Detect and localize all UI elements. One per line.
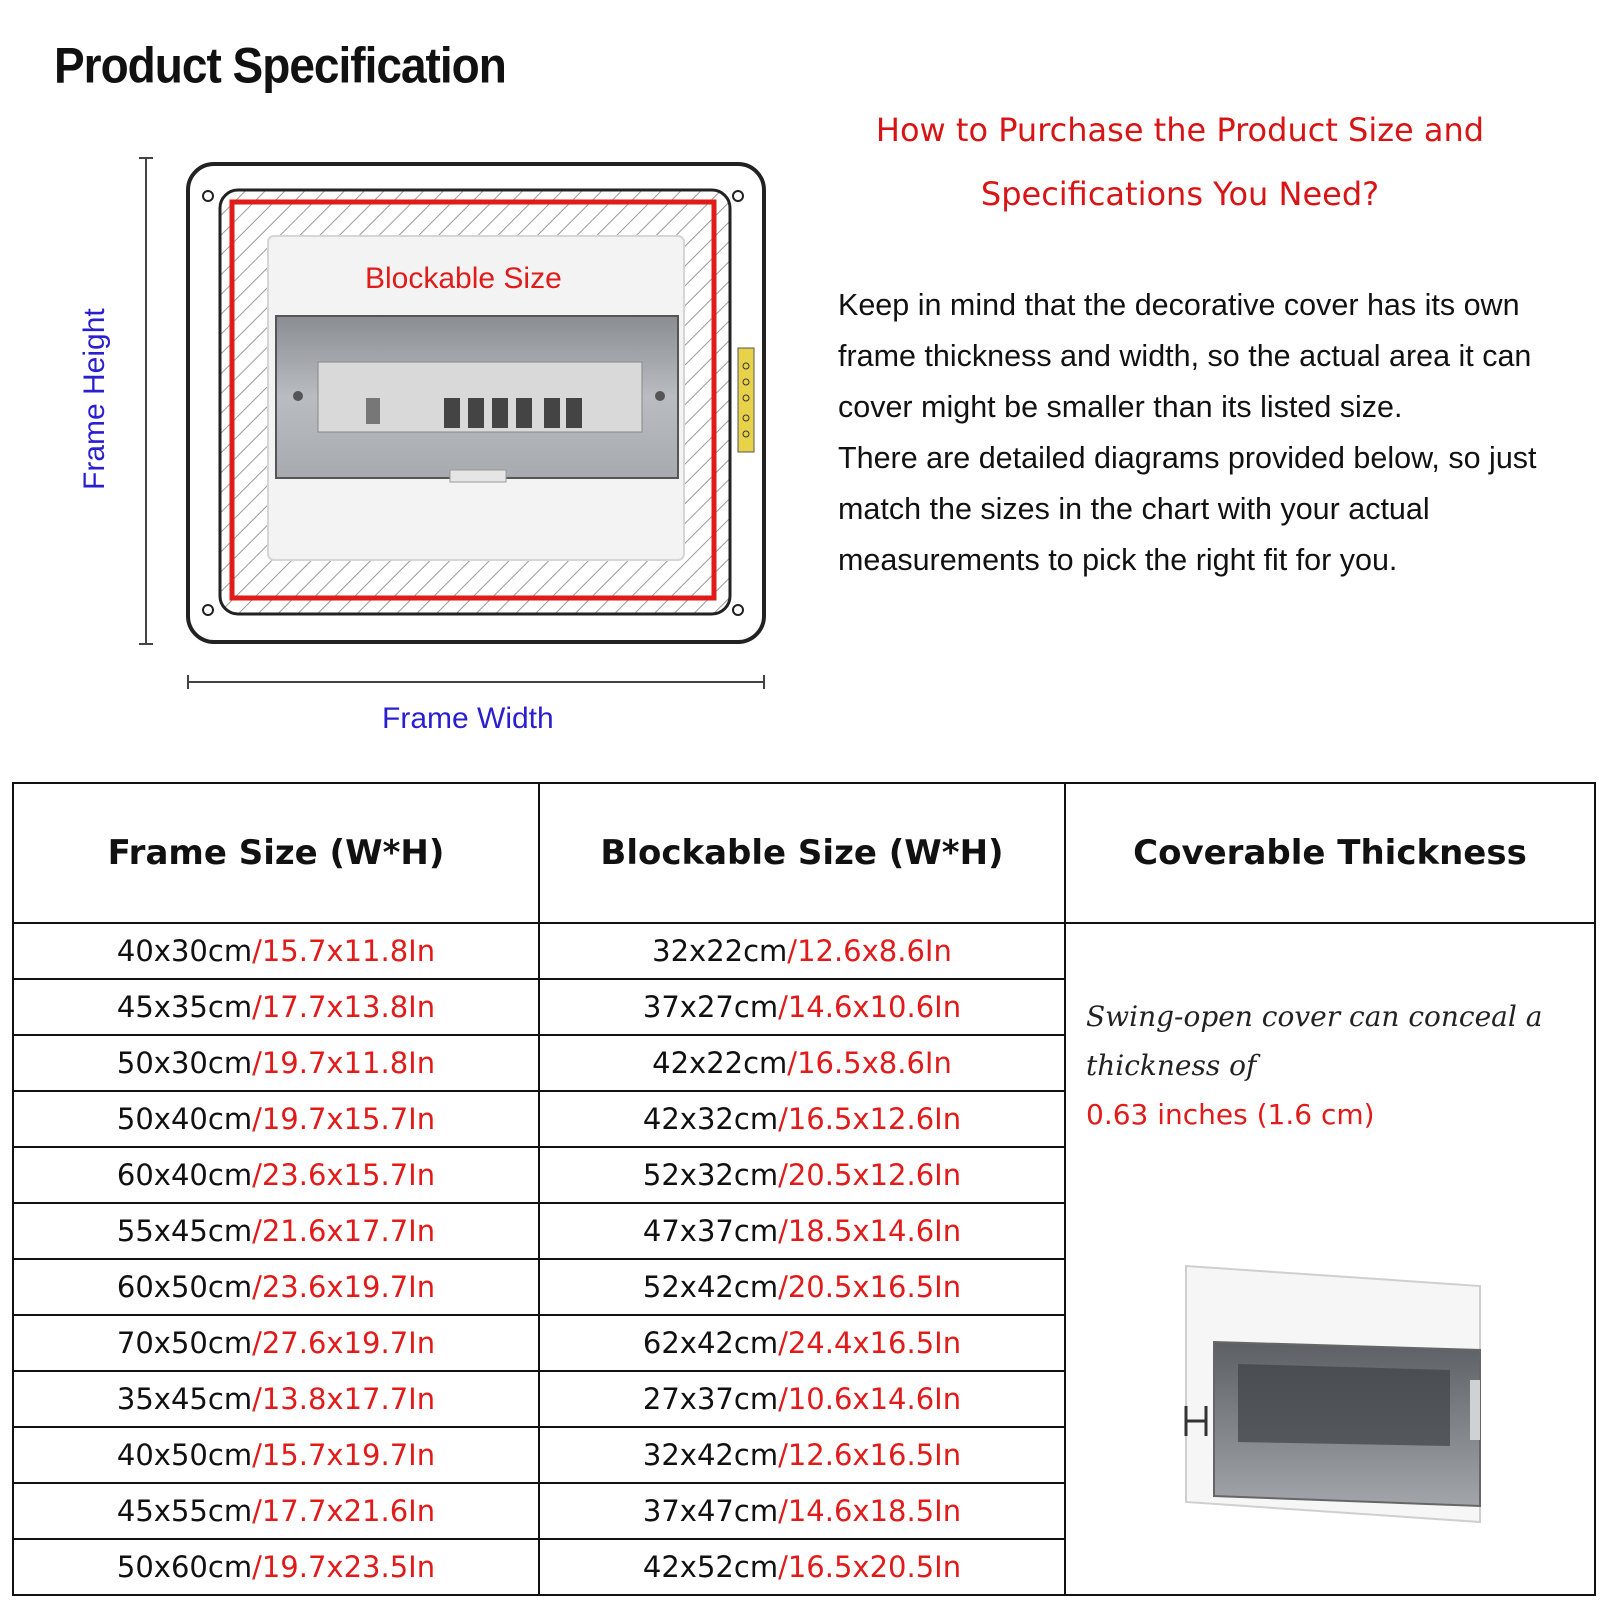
blockable-size-cell bbox=[539, 1091, 1065, 1147]
frame-diagram bbox=[60, 140, 780, 700]
purchase-guide-title-line1: How to Purchase the Product Size and bbox=[875, 111, 1485, 149]
blockable-size-cell bbox=[539, 1203, 1065, 1259]
description bbox=[838, 280, 1558, 586]
thickness-value: 0.63 inches (1.6 cm) bbox=[1086, 1098, 1375, 1131]
description-paragraph-2: There are detailed diagrams provided below, so just match the sizes in the chart with your actual measurements to pick the right fit for you. bbox=[838, 441, 1537, 577]
frame-size-cell bbox=[13, 1203, 539, 1259]
blockable-size-cell-cm: 37x27cm bbox=[642, 990, 779, 1024]
blockable-size-cell-inches: /16.5x12.6In bbox=[778, 1102, 962, 1136]
blockable-size-cell-inches: /14.6x18.5In bbox=[778, 1494, 962, 1528]
frame-size-cell-inches: /17.7x13.8In bbox=[252, 990, 436, 1024]
blockable-size-cell-inches: /12.6x8.6In bbox=[787, 934, 952, 968]
blockable-size-cell bbox=[539, 923, 1065, 979]
blockable-size-cell-inches: /12.6x16.5In bbox=[778, 1438, 962, 1472]
frame-size-cell bbox=[13, 1427, 539, 1483]
frame-size-cell-cm: 50x40cm bbox=[116, 1102, 253, 1136]
blockable-size-cell-cm: 32x22cm bbox=[652, 934, 788, 968]
blockable-size-cell-cm: 62x42cm bbox=[642, 1326, 779, 1360]
frame-size-cell bbox=[13, 1259, 539, 1315]
frame-size-cell-cm: 55x45cm bbox=[116, 1214, 253, 1248]
blockable-size-cell bbox=[539, 979, 1065, 1035]
blockable-size-cell-inches: /20.5x12.6In bbox=[778, 1158, 962, 1192]
blockable-size-cell-inches: /16.5x20.5In bbox=[778, 1550, 962, 1584]
frame-size-cell bbox=[13, 1035, 539, 1091]
frame-size-cell-cm: 50x60cm bbox=[116, 1550, 253, 1584]
frame-size-cell-cm: 35x45cm bbox=[116, 1382, 253, 1416]
header-frame-size: Frame Size (W*H) bbox=[13, 783, 539, 923]
frame-size-cell bbox=[13, 923, 539, 979]
frame-width-label: Frame Width bbox=[382, 702, 554, 735]
frame-size-cell bbox=[13, 1091, 539, 1147]
frame-size-cell-inches: /19.7x15.7In bbox=[252, 1102, 436, 1136]
height-dimension-line bbox=[139, 158, 153, 644]
blockable-size-cell-inches: /20.5x16.5In bbox=[778, 1270, 962, 1304]
header-coverable-thickness: Coverable Thickness bbox=[1065, 783, 1595, 923]
frame-size-cell-inches: /13.8x17.7In bbox=[252, 1382, 436, 1416]
blockable-size-cell-cm: 32x42cm bbox=[642, 1438, 779, 1472]
frame-size-cell-inches: /15.7x11.8In bbox=[252, 934, 436, 968]
frame-size-cell-cm: 50x30cm bbox=[116, 1046, 253, 1080]
frame-size-cell-cm: 40x30cm bbox=[116, 934, 253, 968]
page-title: Product Specification bbox=[54, 37, 506, 94]
frame-size-cell-cm: 45x55cm bbox=[116, 1494, 253, 1528]
blockable-size-cell-cm: 42x22cm bbox=[652, 1046, 788, 1080]
frame-size-cell bbox=[13, 1371, 539, 1427]
frame-size-cell-inches: /17.7x21.6In bbox=[252, 1494, 436, 1528]
blockable-size-cell-inches: /10.6x14.6In bbox=[778, 1382, 962, 1416]
frame-size-cell-inches: /21.6x17.7In bbox=[252, 1214, 436, 1248]
frame-size-cell bbox=[13, 979, 539, 1035]
frame-size-cell-inches: /19.7x23.5In bbox=[252, 1550, 436, 1584]
frame-size-cell-inches: /23.6x15.7In bbox=[252, 1158, 436, 1192]
blockable-size-cell bbox=[539, 1483, 1065, 1539]
frame-size-cell bbox=[13, 1539, 539, 1595]
blockable-size-cell-cm: 42x52cm bbox=[642, 1550, 779, 1584]
blockable-size-cell-cm: 42x32cm bbox=[642, 1102, 779, 1136]
blockable-size-cell bbox=[539, 1035, 1065, 1091]
blockable-size-cell-cm: 52x32cm bbox=[642, 1158, 779, 1192]
blockable-size-cell-cm: 52x42cm bbox=[642, 1270, 779, 1304]
frame-size-cell bbox=[13, 1315, 539, 1371]
frame-size-cell-inches: /23.6x19.7In bbox=[252, 1270, 436, 1304]
blockable-size-cell-cm: 27x37cm bbox=[642, 1382, 779, 1416]
frame-size-cell-cm: 45x35cm bbox=[116, 990, 253, 1024]
frame-size-cell bbox=[13, 1483, 539, 1539]
frame-size-cell-cm: 60x50cm bbox=[116, 1270, 253, 1304]
frame-size-cell bbox=[13, 1147, 539, 1203]
frame-size-cell-inches: /19.7x11.8In bbox=[252, 1046, 436, 1080]
description-paragraph-1: Keep in mind that the decorative cover has its own frame thickness and width, so the actual area it can cover might be smaller than its listed size. bbox=[838, 288, 1532, 424]
blockable-size-cell bbox=[539, 1539, 1065, 1595]
width-dimension-line bbox=[188, 675, 764, 689]
blockable-size-cell bbox=[539, 1427, 1065, 1483]
blockable-size-cell-inches: /16.5x8.6In bbox=[787, 1046, 952, 1080]
blockable-size-cell-inches: /14.6x10.6In bbox=[778, 990, 962, 1024]
table-row bbox=[13, 923, 1595, 979]
blockable-size-cell-cm: 37x47cm bbox=[642, 1494, 779, 1528]
blockable-size-label: Blockable Size bbox=[365, 262, 562, 295]
thickness-description bbox=[1086, 992, 1586, 1139]
frame-size-cell-cm: 40x50cm bbox=[116, 1438, 253, 1472]
frame-height-label: Frame Height bbox=[78, 308, 111, 490]
frame-size-cell-cm: 60x40cm bbox=[116, 1158, 253, 1192]
frame-size-cell-inches: /15.7x19.7In bbox=[252, 1438, 436, 1472]
blockable-size-cell-cm: 47x37cm bbox=[642, 1214, 779, 1248]
table-header-row bbox=[13, 783, 1595, 923]
cover-product-image bbox=[1180, 1260, 1490, 1530]
frame-size-cell-inches: /27.6x19.7In bbox=[252, 1326, 436, 1360]
purchase-guide-title bbox=[820, 98, 1540, 226]
blockable-size-cell-inches: /18.5x14.6In bbox=[778, 1214, 962, 1248]
purchase-guide-title-line2: Specifications You Need? bbox=[980, 175, 1380, 213]
blockable-size-cell bbox=[539, 1147, 1065, 1203]
blockable-size-cell bbox=[539, 1259, 1065, 1315]
blockable-size-cell bbox=[539, 1371, 1065, 1427]
frame-size-cell-cm: 70x50cm bbox=[116, 1326, 253, 1360]
thickness-text: Swing-open cover can conceal a thickness of bbox=[1086, 1000, 1543, 1082]
blockable-size-cell-inches: /24.4x16.5In bbox=[778, 1326, 962, 1360]
blockable-size-cell bbox=[539, 1315, 1065, 1371]
header-blockable-size: Blockable Size (W*H) bbox=[539, 783, 1065, 923]
